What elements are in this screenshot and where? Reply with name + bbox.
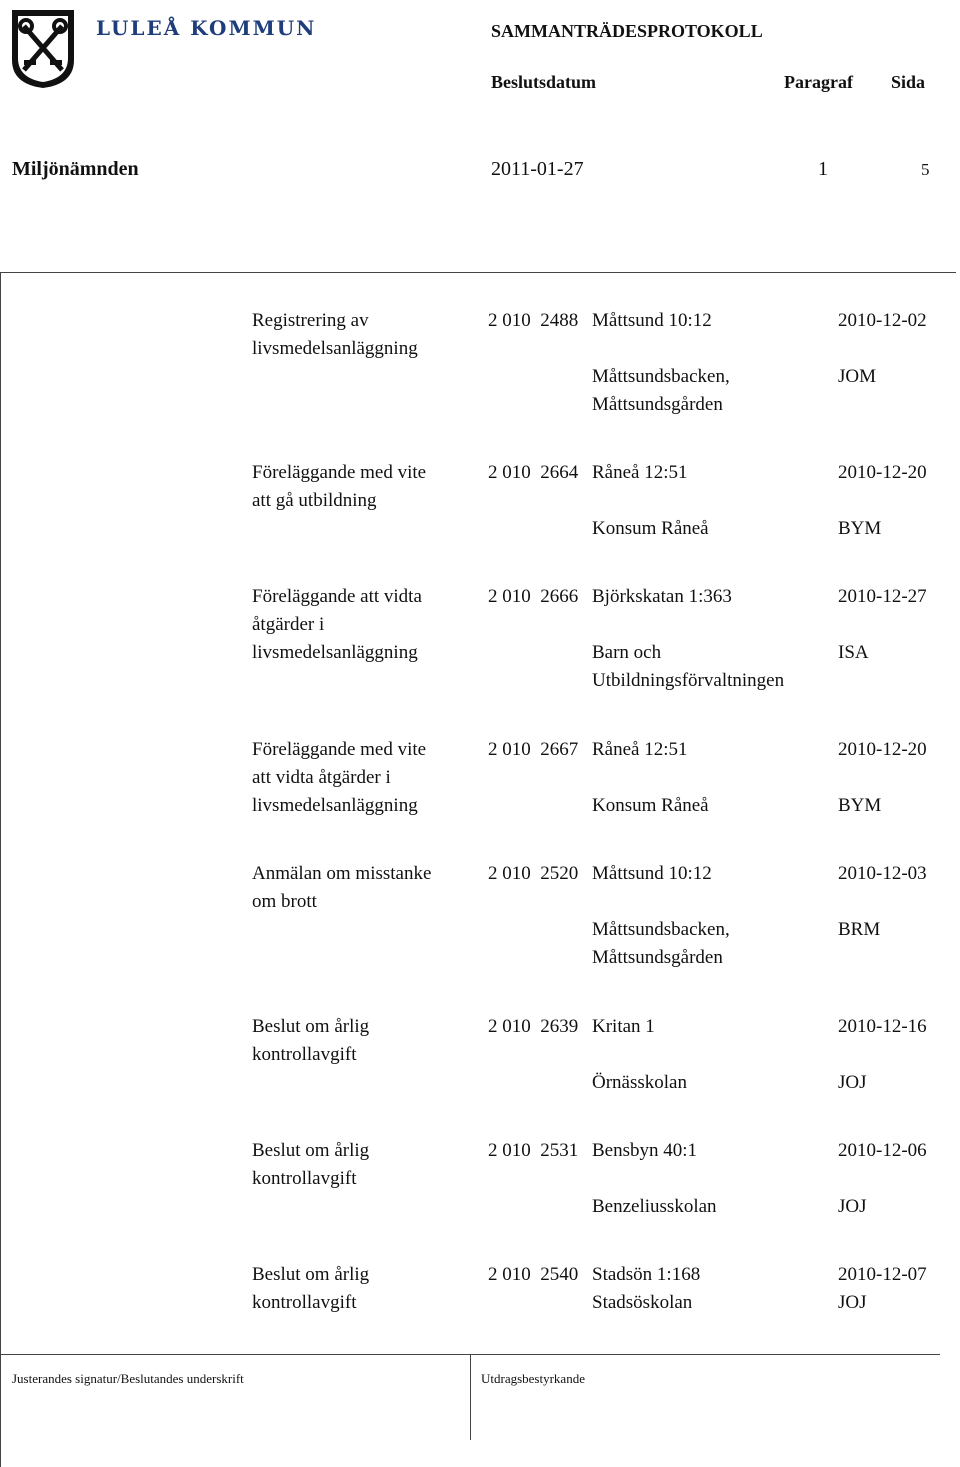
case-number: 2 010 2666 xyxy=(488,586,579,607)
certification-label: Utdragsbestyrkande xyxy=(481,1371,585,1386)
officer-signature: JOJ xyxy=(838,1292,867,1313)
officer-signature: JOJ xyxy=(838,1072,867,1093)
case-number: 2 010 2664 xyxy=(488,462,579,483)
case-number: 2 010 2639 xyxy=(488,1016,579,1037)
property-line: Konsum Råneå xyxy=(592,518,709,539)
signature-label: Justerandes signatur/Beslutandes underskrift xyxy=(12,1371,244,1386)
footer-column-divider xyxy=(470,1354,471,1440)
property-line: Måttsundsgården xyxy=(592,394,723,415)
case-type-line: åtgärder i xyxy=(252,614,325,635)
page-number: 5 xyxy=(921,160,930,179)
coat-of-arms-logo xyxy=(10,8,76,90)
property-line: Måttsundsbacken, xyxy=(592,919,730,940)
organization-name: LULEÅ KOMMUN xyxy=(96,16,317,40)
case-date: 2010-12-16 xyxy=(838,1016,927,1037)
case-date: 2010-12-02 xyxy=(838,310,927,331)
case-date: 2010-12-07 xyxy=(838,1264,927,1285)
property-line: Utbildningsförvaltningen xyxy=(592,670,785,691)
case-type-line: Registrering av xyxy=(252,310,369,331)
case-type-line: kontrollavgift xyxy=(252,1044,357,1065)
property-line: Kritan 1 xyxy=(592,1016,655,1037)
case-type-line: kontrollavgift xyxy=(252,1168,357,1189)
case-number: 2 010 2531 xyxy=(488,1140,579,1161)
case-type-line: om brott xyxy=(252,891,317,912)
case-type-line: kontrollavgift xyxy=(252,1292,357,1313)
case-type-line: Föreläggande med vite xyxy=(252,739,427,760)
officer-signature: ISA xyxy=(838,642,869,663)
header-decision-date-label: Beslutsdatum xyxy=(491,72,597,92)
document-type: SAMMANTRÄDESPROTOKOLL xyxy=(491,21,763,41)
paragraph-number: 1 xyxy=(818,158,828,180)
property-line: Örnässkolan xyxy=(592,1072,687,1093)
property-line: Björkskatan 1:363 xyxy=(592,586,732,607)
case-type-line: livsmedelsanläggning xyxy=(252,338,418,359)
case-type-line: Anmälan om misstanke xyxy=(252,863,432,884)
property-line: Stadsön 1:168 xyxy=(592,1264,701,1285)
case-date: 2010-12-27 xyxy=(838,586,927,607)
case-date: 2010-12-03 xyxy=(838,863,927,884)
header-page-label: Sida xyxy=(891,72,926,92)
property-line: Bensbyn 40:1 xyxy=(592,1140,698,1161)
case-number: 2 010 2488 xyxy=(488,310,579,331)
property-line: Måttsund 10:12 xyxy=(592,310,712,331)
property-line: Råneå 12:51 xyxy=(592,739,688,760)
case-number: 2 010 2540 xyxy=(488,1264,579,1285)
case-number: 2 010 2667 xyxy=(488,739,579,760)
header-paragraph-label: Paragraf xyxy=(784,72,853,92)
officer-signature: BYM xyxy=(838,518,882,539)
officer-signature: BRM xyxy=(838,919,881,940)
case-type-line: livsmedelsanläggning xyxy=(252,642,418,663)
property-line: Måttsundsgården xyxy=(592,947,723,968)
case-type-line: Föreläggande att vidta xyxy=(252,586,422,607)
board-name: Miljönämnden xyxy=(12,158,139,180)
property-line: Benzeliusskolan xyxy=(592,1196,717,1217)
property-line: Måttsundsbacken, xyxy=(592,366,730,387)
case-type-line: att vidta åtgärder i xyxy=(252,767,391,788)
officer-signature: JOJ xyxy=(838,1196,867,1217)
case-date: 2010-12-06 xyxy=(838,1140,927,1161)
property-line: Barn och xyxy=(592,642,662,663)
case-type-line: Föreläggande med vite xyxy=(252,462,427,483)
content-frame-left xyxy=(0,272,1,1467)
content-frame-top xyxy=(0,272,956,273)
case-date: 2010-12-20 xyxy=(838,739,927,760)
case-type-line: Beslut om årlig xyxy=(252,1016,370,1037)
property-line: Måttsund 10:12 xyxy=(592,863,712,884)
property-line: Stadsöskolan xyxy=(592,1292,693,1313)
decision-date: 2011-01-27 xyxy=(491,158,584,180)
case-date: 2010-12-20 xyxy=(838,462,927,483)
case-type-line: att gå utbildning xyxy=(252,490,377,511)
case-type-line: Beslut om årlig xyxy=(252,1140,370,1161)
property-line: Råneå 12:51 xyxy=(592,462,688,483)
case-type-line: Beslut om årlig xyxy=(252,1264,370,1285)
case-number: 2 010 2520 xyxy=(488,863,579,884)
officer-signature: BYM xyxy=(838,795,882,816)
officer-signature: JOM xyxy=(838,366,877,387)
property-line: Konsum Råneå xyxy=(592,795,709,816)
case-type-line: livsmedelsanläggning xyxy=(252,795,418,816)
